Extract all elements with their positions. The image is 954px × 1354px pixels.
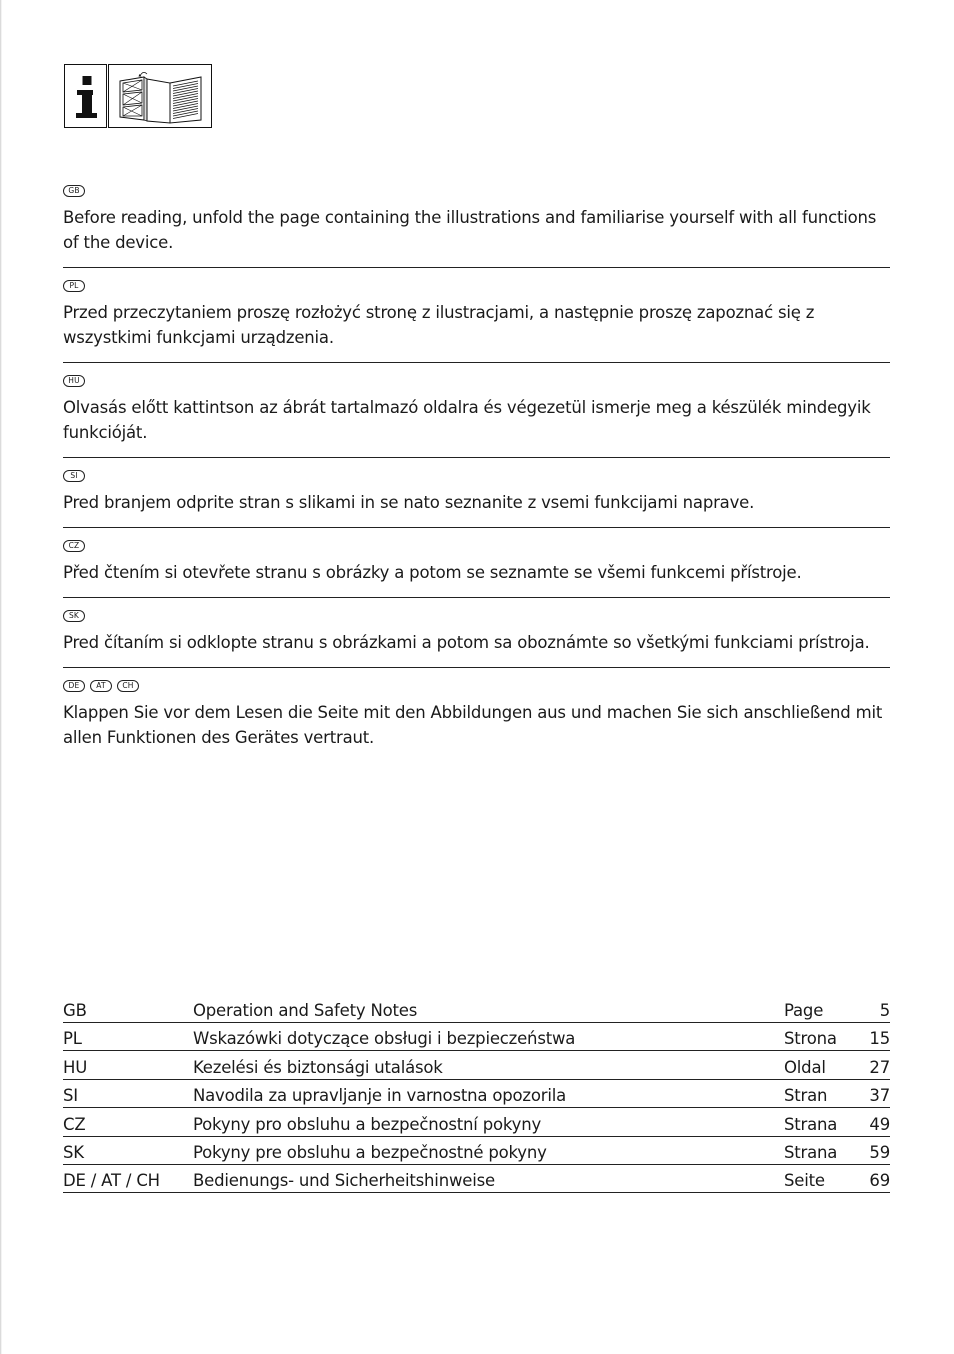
language-badge: HU (63, 375, 85, 387)
toc-language-code: SK (63, 1142, 84, 1162)
toc-page-number: 37 (869, 1086, 890, 1106)
toc-language-code: GB (63, 1001, 87, 1020)
toc-page-number: 27 (869, 1057, 890, 1077)
toc-row[interactable] (63, 995, 890, 1023)
toc-title: Pokyny pre obsluhu a bezpečnostné pokyny (193, 1142, 547, 1162)
unfold-notes (63, 185, 890, 774)
language-badges (63, 280, 890, 293)
language-badge: CZ (63, 540, 85, 552)
toc-page-label: Strana (784, 1114, 838, 1134)
note-text: Before reading, unfold the page containing the illustrations and familiarise yourself with all functions of the device. (63, 208, 877, 252)
toc-page-label: Page (784, 1001, 824, 1020)
note-text: Olvasás előtt kattintson az ábrát tartalmazó oldalra és végezetül ismerje meg a készülék mindegyik funkcióját. (63, 398, 871, 442)
language-badge: SI (63, 470, 85, 482)
table-of-contents (63, 995, 890, 1193)
toc-title: Navodila za upravljanje in varnostna opozorila (193, 1086, 567, 1106)
toc-row[interactable] (63, 1137, 890, 1165)
toc-language-code: SI (63, 1086, 78, 1106)
note-gb (63, 185, 890, 268)
toc-page-label: Strana (784, 1142, 838, 1162)
language-badges (63, 680, 890, 693)
language-badges (63, 540, 890, 553)
toc-page-label: Strona (784, 1029, 837, 1049)
toc-page-number: 59 (869, 1142, 890, 1162)
note-sk (63, 610, 890, 668)
language-badge: CH (117, 680, 139, 692)
fold-out-page-icon (108, 64, 212, 128)
language-badge: PL (63, 280, 85, 292)
toc-row[interactable] (63, 1051, 890, 1079)
toc-row[interactable] (63, 1023, 890, 1051)
toc-language-code: PL (63, 1029, 82, 1049)
language-badge: GB (63, 185, 85, 197)
toc-page-label: Oldal (784, 1057, 826, 1077)
language-badge: AT (90, 680, 112, 692)
toc-page-number: 15 (869, 1029, 890, 1049)
toc-page-number: 49 (869, 1114, 890, 1134)
toc-page-label: Seite (784, 1171, 825, 1191)
note-text: Przed przeczytaniem proszę rozłożyć stronę z ilustracjami, a następnie proszę zapoznać się z wszystkimi funkcjami urządzenia. (63, 303, 815, 347)
note-cz (63, 540, 890, 598)
toc-title: Operation and Safety Notes (193, 1001, 418, 1020)
toc-row[interactable] (63, 1165, 890, 1193)
note-de-at-ch (63, 680, 890, 762)
toc-row[interactable] (63, 1080, 890, 1108)
language-badges (63, 185, 890, 198)
toc-page-number: 69 (869, 1171, 890, 1191)
note-pl (63, 280, 890, 363)
language-badges (63, 470, 890, 483)
language-badge: SK (63, 610, 85, 622)
language-badges (63, 375, 890, 388)
toc-page-label: Stran (784, 1086, 828, 1106)
toc-language-code: DE / AT / CH (63, 1171, 160, 1191)
note-text: Pred branjem odprite stran s slikami in se nato seznanite z vsemi funkcijami naprave. (63, 493, 755, 512)
toc-title: Kezelési és biztonsági utalások (193, 1057, 443, 1077)
note-hu (63, 375, 890, 458)
toc-page-number: 5 (879, 1001, 890, 1020)
toc-language-code: CZ (63, 1114, 86, 1134)
toc-title: Bedienungs- und Sicherheitshinweise (193, 1171, 495, 1191)
note-text: Pred čítaním si odklopte stranu s obrázkami a potom sa oboznámte so všetkými funkciami prístroja. (63, 633, 870, 652)
language-badge: DE (63, 680, 85, 692)
toc-title: Wskazówki dotyczące obsługi i bezpieczeństwa (193, 1029, 576, 1049)
note-text: Klappen Sie vor dem Lesen die Seite mit den Abbildungen aus und machen Sie sich anschließend mit allen Funktionen des Gerätes vertraut. (63, 703, 883, 747)
note-text: Před čtením si otevřete stranu s obrázky a potom se seznamte se všemi funkcemi přístroje. (63, 563, 802, 582)
toc-title: Pokyny pro obsluhu a bezpečnostní pokyny (193, 1114, 542, 1134)
toc-language-code: HU (63, 1057, 88, 1077)
page-edge (0, 0, 2, 1354)
language-badges (63, 610, 890, 623)
toc-row[interactable] (63, 1108, 890, 1136)
info-icon (64, 64, 107, 128)
note-si (63, 470, 890, 528)
